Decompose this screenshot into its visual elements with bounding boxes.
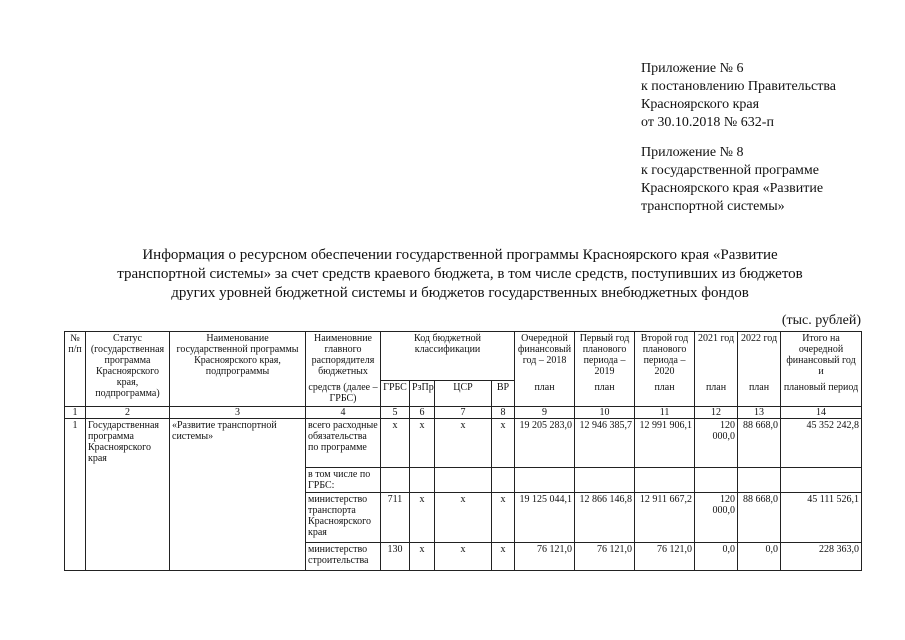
- cell-2021: 120 000,0: [695, 419, 738, 468]
- header-plan: план: [695, 381, 738, 407]
- cell-2018: 76 121,0: [515, 543, 575, 571]
- cell-grbs: [381, 468, 410, 493]
- table-row: [65, 419, 862, 468]
- row-status: Государственная программа Красноярского края: [86, 419, 170, 571]
- appendix-8-line: Красноярского края «Развитие: [641, 181, 824, 196]
- cell-2020: 12 911 667,2: [635, 493, 695, 543]
- header-2020: Второй год планового периода – 2020: [635, 332, 695, 381]
- cell-csr: [435, 468, 492, 493]
- col-number: 9: [515, 407, 575, 419]
- appendix-8-block: [641, 144, 823, 216]
- cell-grbs: 711: [381, 493, 410, 543]
- cell-grbs: 130: [381, 543, 410, 571]
- header-plan: план: [575, 381, 635, 407]
- header-grbs-name-cont: средств (далее – ГРБС): [306, 381, 381, 407]
- cell-2019: 76 121,0: [575, 543, 635, 571]
- cell-csr: х: [435, 543, 492, 571]
- col-number: 14: [781, 407, 862, 419]
- col-number: 7: [435, 407, 492, 419]
- cell-2019: [575, 468, 635, 493]
- col-number: 6: [410, 407, 435, 419]
- cell-vr: [492, 468, 515, 493]
- header-col-vr: ВР: [492, 381, 515, 407]
- cell-total: 45 352 242,8: [781, 419, 862, 468]
- col-number: 10: [575, 407, 635, 419]
- document-title: [100, 246, 820, 303]
- cell-2021: 120 000,0: [695, 493, 738, 543]
- header-2022: 2022 год: [738, 332, 781, 381]
- row-grbs-name: министерство строительства: [306, 543, 381, 571]
- header-grbs-name: Наименовние главного распорядителя бюджетных: [306, 332, 381, 381]
- appendix-6-line: Приложение № 6: [641, 61, 744, 76]
- cell-2022: 88 668,0: [738, 419, 781, 468]
- row-grbs-name: министерство транспорта Красноярского края: [306, 493, 381, 543]
- header-row: [65, 332, 862, 381]
- header-col-grbs: ГРБС: [381, 381, 410, 407]
- cell-2020: [635, 468, 695, 493]
- cell-vr: х: [492, 419, 515, 468]
- header-budget-code: Код бюджетной классификации: [381, 332, 515, 381]
- cell-2018: [515, 468, 575, 493]
- row-number: 1: [65, 419, 86, 571]
- cell-2021: [695, 468, 738, 493]
- header-total: Итого на очередной финансовый год и: [781, 332, 862, 381]
- cell-rzpr: [410, 468, 435, 493]
- units-label: (тыс. рублей): [781, 313, 861, 328]
- cell-2020: 76 121,0: [635, 543, 695, 571]
- cell-2020: 12 991 906,1: [635, 419, 695, 468]
- cell-total: 228 363,0: [781, 543, 862, 571]
- cell-csr: х: [435, 419, 492, 468]
- col-number: 11: [635, 407, 695, 419]
- cell-2018: 19 205 283,0: [515, 419, 575, 468]
- col-number: 8: [492, 407, 515, 419]
- column-numbers-row: [65, 407, 862, 419]
- appendix-6-block: [641, 60, 836, 132]
- appendix-6-line: от 30.10.2018 № 632-п: [641, 115, 774, 130]
- cell-2019: 12 946 385,7: [575, 419, 635, 468]
- cell-vr: х: [492, 493, 515, 543]
- col-number: 1: [65, 407, 86, 419]
- header-2021: 2021 год: [695, 332, 738, 381]
- header-plan: план: [738, 381, 781, 407]
- cell-rzpr: х: [410, 543, 435, 571]
- row-program: «Развитие транспортной системы»: [170, 419, 306, 571]
- cell-2019: 12 866 146,8: [575, 493, 635, 543]
- header-col-rzpr: РзПр: [410, 381, 435, 407]
- col-number: 4: [306, 407, 381, 419]
- header-plan: план: [515, 381, 575, 407]
- title-line: транспортной системы» за счет средств краевого бюджета, в том числе средств, поступивших из бюджетов: [117, 266, 803, 282]
- header-2018: Очередной финансовый год – 2018: [515, 332, 575, 381]
- cell-2018: 19 125 044,1: [515, 493, 575, 543]
- cell-2021: 0,0: [695, 543, 738, 571]
- appendix-8-line: Приложение № 8: [641, 145, 744, 160]
- appendix-6-line: к постановлению Правительства: [641, 79, 837, 94]
- row-grbs-name: в том числе по ГРБС:: [306, 468, 381, 493]
- cell-2022: 0,0: [738, 543, 781, 571]
- col-number: 3: [170, 407, 306, 419]
- header-plan: план: [635, 381, 695, 407]
- header-col-csr: ЦСР: [435, 381, 492, 407]
- cell-total: [781, 468, 862, 493]
- col-number: 5: [381, 407, 410, 419]
- cell-csr: х: [435, 493, 492, 543]
- appendix-8-line: к государственной программе: [641, 163, 819, 178]
- col-number: 12: [695, 407, 738, 419]
- appendix-8-line: транспортной системы»: [641, 199, 785, 214]
- header-program-name: Наименование государственной программы Красноярского края, подпрограммы: [170, 332, 306, 407]
- header-num: № п/п: [65, 332, 86, 407]
- cell-2022: 88 668,0: [738, 493, 781, 543]
- cell-grbs: х: [381, 419, 410, 468]
- title-line: Информация о ресурсном обеспечении государственной программы Красноярского края «Развитие: [142, 247, 778, 263]
- cell-2022: [738, 468, 781, 493]
- cell-rzpr: х: [410, 419, 435, 468]
- row-grbs-name: всего расходные обязательства по программе: [306, 419, 381, 468]
- col-number: 2: [86, 407, 170, 419]
- cell-rzpr: х: [410, 493, 435, 543]
- header-2019: Первый год планового периода – 2019: [575, 332, 635, 381]
- col-number: 13: [738, 407, 781, 419]
- title-line: других уровней бюджетной системы и бюджетов государственных внебюджетных фондов: [171, 285, 749, 301]
- resource-table: [64, 331, 862, 571]
- header-total-cont: плановый период: [781, 381, 862, 407]
- appendix-6-line: Красноярского края: [641, 97, 760, 112]
- header-status: Статус (государственная программа Красноярского края, подпрограмма): [86, 332, 170, 407]
- cell-total: 45 111 526,1: [781, 493, 862, 543]
- cell-vr: х: [492, 543, 515, 571]
